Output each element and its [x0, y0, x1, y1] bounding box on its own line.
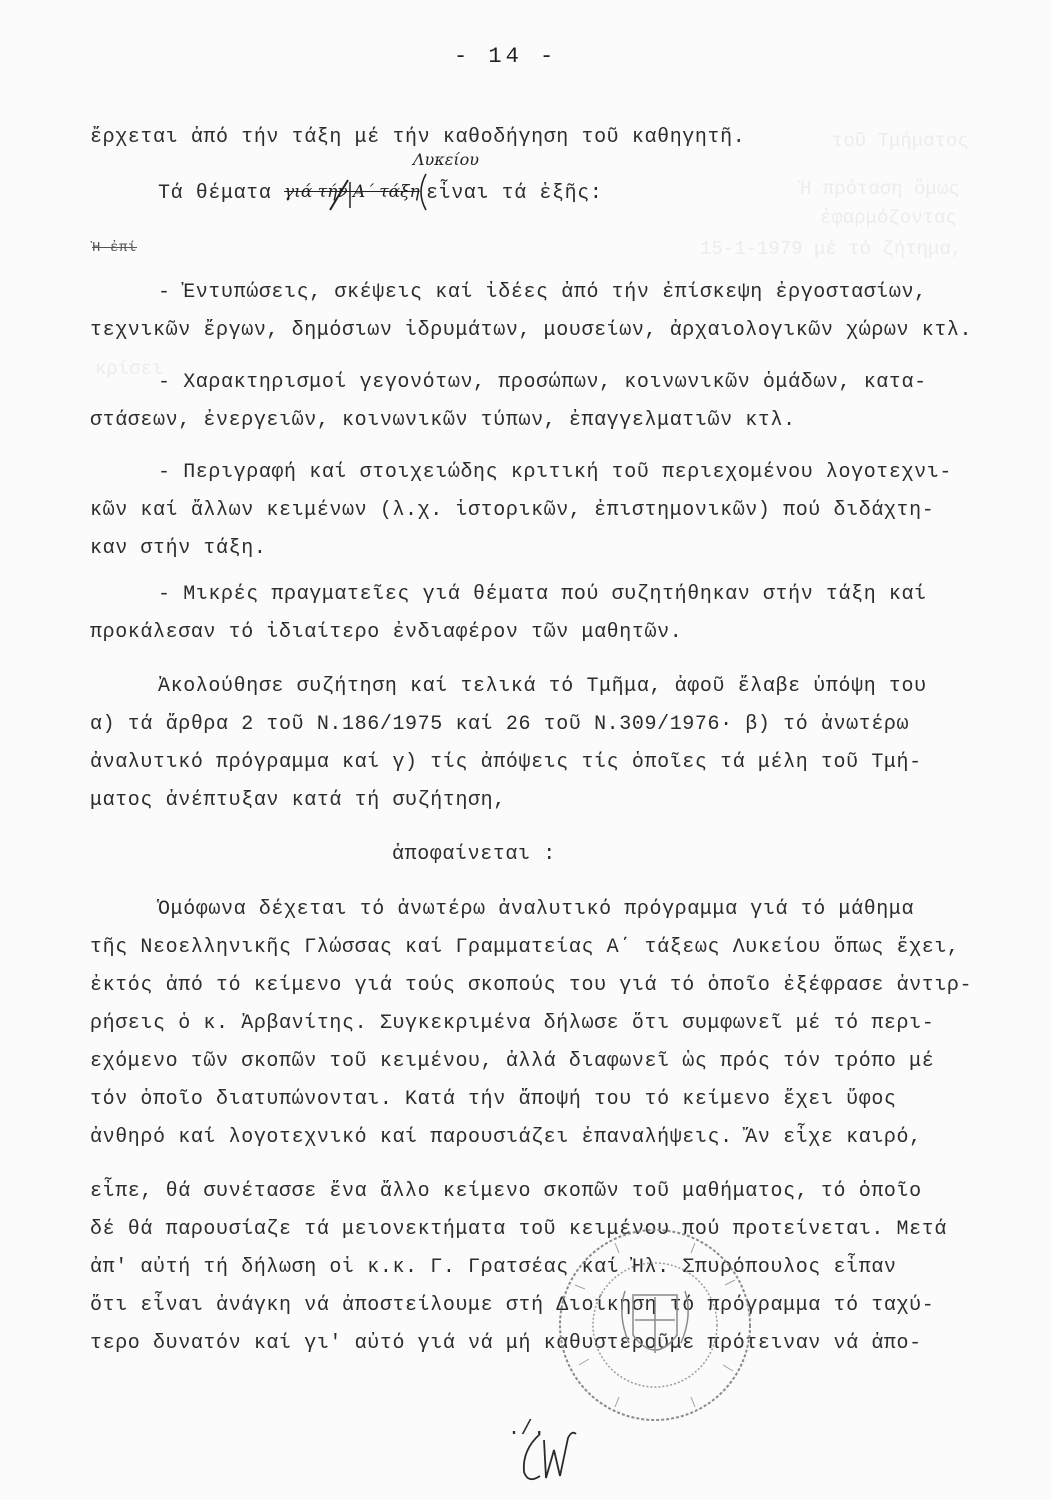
stray-marks: Ἡ ἐπί: [92, 240, 138, 256]
text-line-4: τεχνικῶν ἔργων, δημόσιων ἱδρυμάτων, μουσείων, ἀρχαιολογικῶν χώρων κτλ.: [90, 319, 973, 342]
text-line-13: α) τά ἄρθρα 2 τοῦ Ν.186/1975 καί 26 τοῦ Ν.309/1976· β) τό ἀνωτέρω: [90, 713, 910, 736]
text-line-19: ἐκτός ἀπό τό κείμενο γιά τούς σκοπούς του γιά τό ὁποῖο ἐξέφρασε ἀντιρ-: [90, 974, 973, 997]
text-line-20: ρήσεις ὁ κ. Ἀρβανίτης. Συγκεκριμένα δήλωσε ὅτι συμφωνεῖ μέ τό περι-: [90, 1012, 935, 1035]
text-line-5: - Χαρακτηρισμοί γεγονότων, προσώπων, κοινωνικῶν ὁμάδων, κατα-: [158, 371, 927, 394]
text-line-26: ἀπ' αὐτή τή δήλωση οἱ κ.κ. Γ. Γρατσέας καί Ἠλ. Σπυρόπουλος εἶπαν: [90, 1256, 897, 1279]
continuation-mark: ./.: [508, 1418, 546, 1441]
bleedthrough-4: 15-1-1979 μέ τό ζήτημα,: [700, 238, 963, 260]
bleedthrough-2: Ἡ πρόταση ὅμως: [800, 178, 960, 200]
text-line-9: καν στήν τάξη.: [90, 537, 267, 560]
text-line-18: τῆς Νεοελληνικῆς Γλώσσας καί Γραμματείας Α΄ τάξεως Λυκείου ὅπως ἔχει,: [90, 936, 960, 959]
page-number: - 14 -: [454, 44, 558, 69]
bleedthrough-5: κρίσει: [95, 358, 164, 380]
text-line-24: εἶπε, θά συνέτασσε ἕνα ἄλλο κείμενο σκοπῶν τοῦ μαθήματος, τό ὁποῖο: [90, 1180, 922, 1203]
text-line-7: - Περιγραφή καί στοιχειώδης κριτική τοῦ περιεχομένου λογοτεχνι-: [158, 461, 952, 484]
text-line-21: εχόμενο τῶν σκοπῶν τοῦ κειμένου, ἀλλά διαφωνεῖ ὡς πρός τόν τρόπο μέ: [90, 1050, 935, 1073]
text-line-6: στάσεων, ἐνεργειῶν, κοινωνικῶν τύπων, ἐπαγγελματιῶν κτλ.: [90, 409, 796, 432]
text-line-22: τόν ὁποῖο διατυπώνονται. Κατά τήν ἄποψή του τό κείμενο ἔχει ὕφος: [90, 1088, 897, 1111]
handwritten-correction: Λυκείου: [413, 150, 479, 169]
text-line-27: ὅτι εἶναι ἀνάγκη νά ἀποστείλουμε στή Διοίκηση τό πρόγραμμα τό ταχύ-: [90, 1294, 935, 1317]
text-line-12: Ἀκολούθησε συζήτηση καί τελικά τό Τμῆμα, ἀφοῦ ἔλαβε ὑπόψη του: [158, 675, 927, 698]
official-stamp: [555, 1225, 755, 1425]
text-line-14: ἀναλυτικό πρόγραμμα καί γ) τίς ἀπόψεις τίς ὁποῖες τά μέλη τοῦ Τμή-: [90, 751, 922, 774]
text-line-1: ἔρχεται ἀπό τήν τάξη μέ τήν καθοδήγηση τοῦ καθηγητῆ.: [90, 126, 746, 149]
bleedthrough-1: τοῦ Τμήματος: [832, 130, 969, 152]
signature-initials: [510, 1420, 590, 1490]
text-line-2a: Τά θέματα: [158, 182, 272, 205]
text-line-2b: εἶναι τά ἑξῆς:: [426, 182, 603, 205]
text-line-3: - Ἐντυπώσεις, σκέψεις καί ἰδέες ἀπό τήν ἐπίσκεψη ἐργοστασίων,: [158, 281, 927, 304]
coat-of-arms-icon: [622, 1291, 688, 1353]
text-line-11: προκάλεσαν τό ἰδιαίτερο ἐνδιαφέρον τῶν μαθητῶν.: [90, 621, 683, 644]
bleedthrough-3: ἐφαρμόζοντας: [820, 207, 957, 229]
text-line-28: τερο δυνατόν καί γι' αὐτό γιά νά μή καθυστεροῦμε πρότειναν νά ἀπο-: [90, 1332, 922, 1355]
text-line-15: ματος ἀνέπτυξαν κατά τή συζήτηση,: [90, 789, 506, 812]
text-line-10: - Μικρές πραγματεῖες γιά θέματα πού συζητήθηκαν στήν τάξη καί: [158, 583, 927, 606]
text-line-8: κῶν καί ἄλλων κειμένων (λ.χ. ἱστορικῶν, ἐπιστημονικῶν) πού διδάχτη-: [90, 499, 935, 522]
handwritten-strikeout-text: γιά τήν Α΄ τάξη: [284, 182, 420, 202]
text-line-23: ἀνθηρό καί λογοτεχνικό καί παρουσιάζει ἐπαναλήψεις. Ἄν εἶχε καιρό,: [90, 1126, 922, 1149]
section-heading: ἀποφαίνεται :: [392, 843, 556, 866]
strike-slash: [326, 178, 352, 212]
text-line-25: δέ θά παρουσίαζε τά μειονεκτήματα τοῦ κειμένου πού προτείνεται. Μετά: [90, 1218, 947, 1241]
text-line-17: Ὁμόφωνα δέχεται τό ἀνωτέρω ἀναλυτικό πρόγραμμα γιά τό μάθημα: [158, 898, 915, 921]
